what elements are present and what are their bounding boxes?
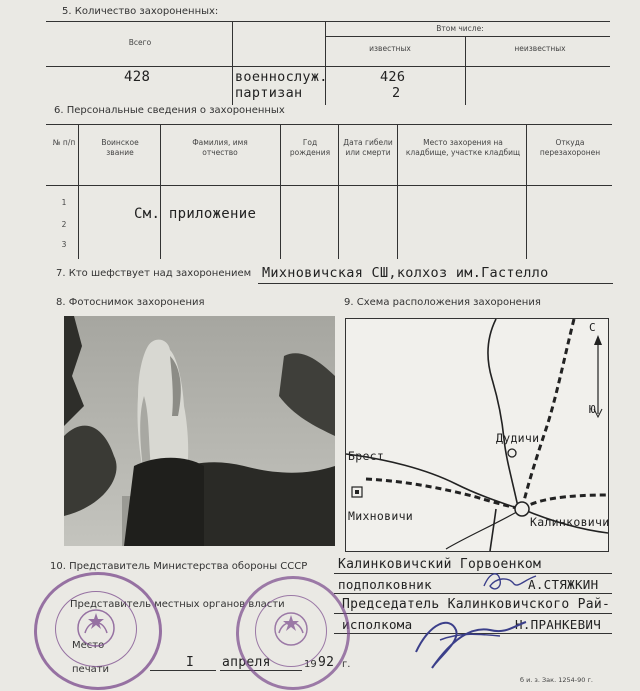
print-code: б и. з. Зак. 1254-90 г. <box>520 676 593 684</box>
row-partisan-value: 2 <box>392 85 401 101</box>
section6-title: 6. Персональные сведения о захороненных <box>54 105 285 116</box>
see-appendix: См. приложение <box>134 206 257 222</box>
row-number: 2 <box>61 220 67 229</box>
row-military-label: военнослуж. <box>235 69 328 85</box>
section6-header-rule <box>46 185 612 186</box>
header-num: № п/п <box>52 138 76 147</box>
map-south-label: Ю <box>589 403 596 416</box>
seal-label: печати <box>72 664 110 675</box>
local-name: Н.ПРАНКЕВИЧ <box>515 617 602 632</box>
section5-top-rule <box>46 21 610 22</box>
header-rank: Воинское звание <box>101 138 139 157</box>
executive-committee-stamp <box>236 576 350 690</box>
section6-divider <box>280 124 281 259</box>
col-known-header: известных <box>369 44 411 53</box>
coat-of-arms-icon <box>71 605 121 651</box>
section5-header-rule <box>46 66 610 67</box>
section6-divider <box>78 124 79 259</box>
section6-divider <box>526 124 527 259</box>
mo-rank: подполковник <box>338 577 432 592</box>
section5-divider <box>325 21 326 105</box>
mo-name: А.СТЯЖКИН <box>528 577 599 592</box>
local-organization-line2: исполкома <box>342 617 413 632</box>
memorial-photo-image <box>64 316 335 546</box>
row-number: 3 <box>61 240 67 249</box>
section9-title: 9. Схема расположения захоронения <box>344 297 541 308</box>
section5-sub-rule <box>325 36 610 37</box>
header-from: Откуда перезахоронен <box>539 138 601 157</box>
row-partisan-label: партизан <box>235 85 303 101</box>
date-unit: г. <box>342 659 351 670</box>
section6-divider <box>338 124 339 259</box>
col-unknown-header: неизвестных <box>514 44 566 53</box>
section5-title: 5. Количество захороненных: <box>62 6 219 17</box>
section7-title: 7. Кто шефствует над захоронением <box>56 268 252 279</box>
mo-organization: Калинковичский Горвоенком <box>338 557 542 572</box>
mo-signature <box>480 566 540 596</box>
local-organization-line1: Председатель Калинковичского Рай- <box>342 597 611 612</box>
section10-title: 10. Представитель Министерства обороны СССР <box>50 561 308 572</box>
section6-divider <box>397 124 398 259</box>
map-label-mikhnovichi: Михновичи <box>348 509 414 523</box>
mo-name-underline <box>334 593 612 594</box>
map-label-brest: Брест <box>348 449 385 463</box>
location-map <box>345 318 609 552</box>
patron-value: Михновичская СШ,колхоз им.Гастелло <box>262 265 549 281</box>
section6-top-rule <box>46 124 612 125</box>
date-year-suffix: 92 <box>318 655 335 670</box>
date-day-underline <box>150 670 216 671</box>
header-name: Фамилия, имя отчество <box>192 138 248 157</box>
map-label-kalinkovichi: Калинковичи <box>530 515 610 529</box>
total-buried: 428 <box>124 69 151 85</box>
date-year-prefix: 19 <box>304 659 317 670</box>
local-signature <box>410 612 530 672</box>
section5-divider <box>465 36 466 105</box>
emblem-icon <box>269 607 313 651</box>
header-date: Дата гибели или смерти <box>343 138 393 157</box>
date-day: I <box>186 655 195 670</box>
seal-place-label: Место <box>72 640 105 651</box>
header-year: Год рождения <box>289 138 331 157</box>
col-total-header: Всего <box>128 38 152 47</box>
row-number: 1 <box>61 198 67 207</box>
local-authority-title: Представитель местных органов власти <box>70 599 285 610</box>
row-military-value: 426 <box>380 69 406 85</box>
memorial-photo <box>64 316 335 546</box>
mo-org-underline <box>334 573 612 574</box>
header-place: Место захорения на кладбище, участке кладбищ <box>405 138 521 157</box>
military-commissariat-stamp <box>34 572 162 690</box>
section5-divider <box>232 21 233 105</box>
map-north-label: С <box>589 321 596 334</box>
section8-title: 8. Фотоснимок захоронения <box>56 297 205 308</box>
section6-divider <box>160 124 161 259</box>
date-month: апреля <box>222 655 271 670</box>
map-label-dudichi: Дудичи <box>496 431 540 445</box>
patron-underline <box>258 283 613 284</box>
col-including-header: Втом числе: <box>436 24 484 33</box>
